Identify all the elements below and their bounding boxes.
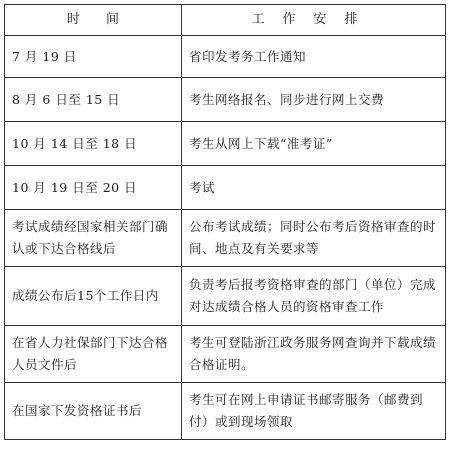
work-cell: 考生可在网上申请证书邮寄服务（邮费到付）或到现场领取: [182, 383, 446, 440]
header-row: [5, 5, 446, 36]
time-cell: 10 月 14 日至 18 日: [5, 122, 182, 166]
time-cell: 考试成绩经国家相关部门确认或下达合格线后: [5, 210, 182, 267]
time-cell: 8 月 6 日至 15 日: [5, 78, 182, 122]
work-cell: 考生网络报名、同步进行网上交费: [182, 78, 446, 122]
time-cell: 成绩公布后15个工作日内: [5, 267, 182, 326]
work-cell: 考生可登陆浙江政务服务网查询并下载成绩合格证明。: [182, 326, 446, 383]
work-cell: 公布考试成绩；同时公布考后资格审查的时间、地点及有关要求等: [182, 210, 446, 267]
table-row: [5, 78, 446, 122]
work-cell: 考生从网上下载“准考证”: [182, 122, 446, 166]
header-work: 工作安排: [182, 5, 446, 36]
table-row: [5, 267, 446, 326]
header-time: 时 间: [5, 5, 182, 36]
time-cell: 7 月 19 日: [5, 36, 182, 78]
work-cell: 考试: [182, 166, 446, 210]
table-row: [5, 166, 446, 210]
table-row: [5, 383, 446, 440]
time-cell: 在省人力社保部门下达合格人员文件后: [5, 326, 182, 383]
work-cell: 省印发考务工作通知: [182, 36, 446, 78]
table-row: [5, 210, 446, 267]
table-row: [5, 36, 446, 78]
table-row: [5, 122, 446, 166]
work-cell: 负责考后报考资格审查的部门（单位）完成对达成绩合格人员的资格审查工作: [182, 267, 446, 326]
time-cell: 10 月 19 日至 20 日: [5, 166, 182, 210]
table-row: [5, 326, 446, 383]
schedule-table: [4, 4, 446, 440]
time-cell: 在国家下发资格证书后: [5, 383, 182, 440]
